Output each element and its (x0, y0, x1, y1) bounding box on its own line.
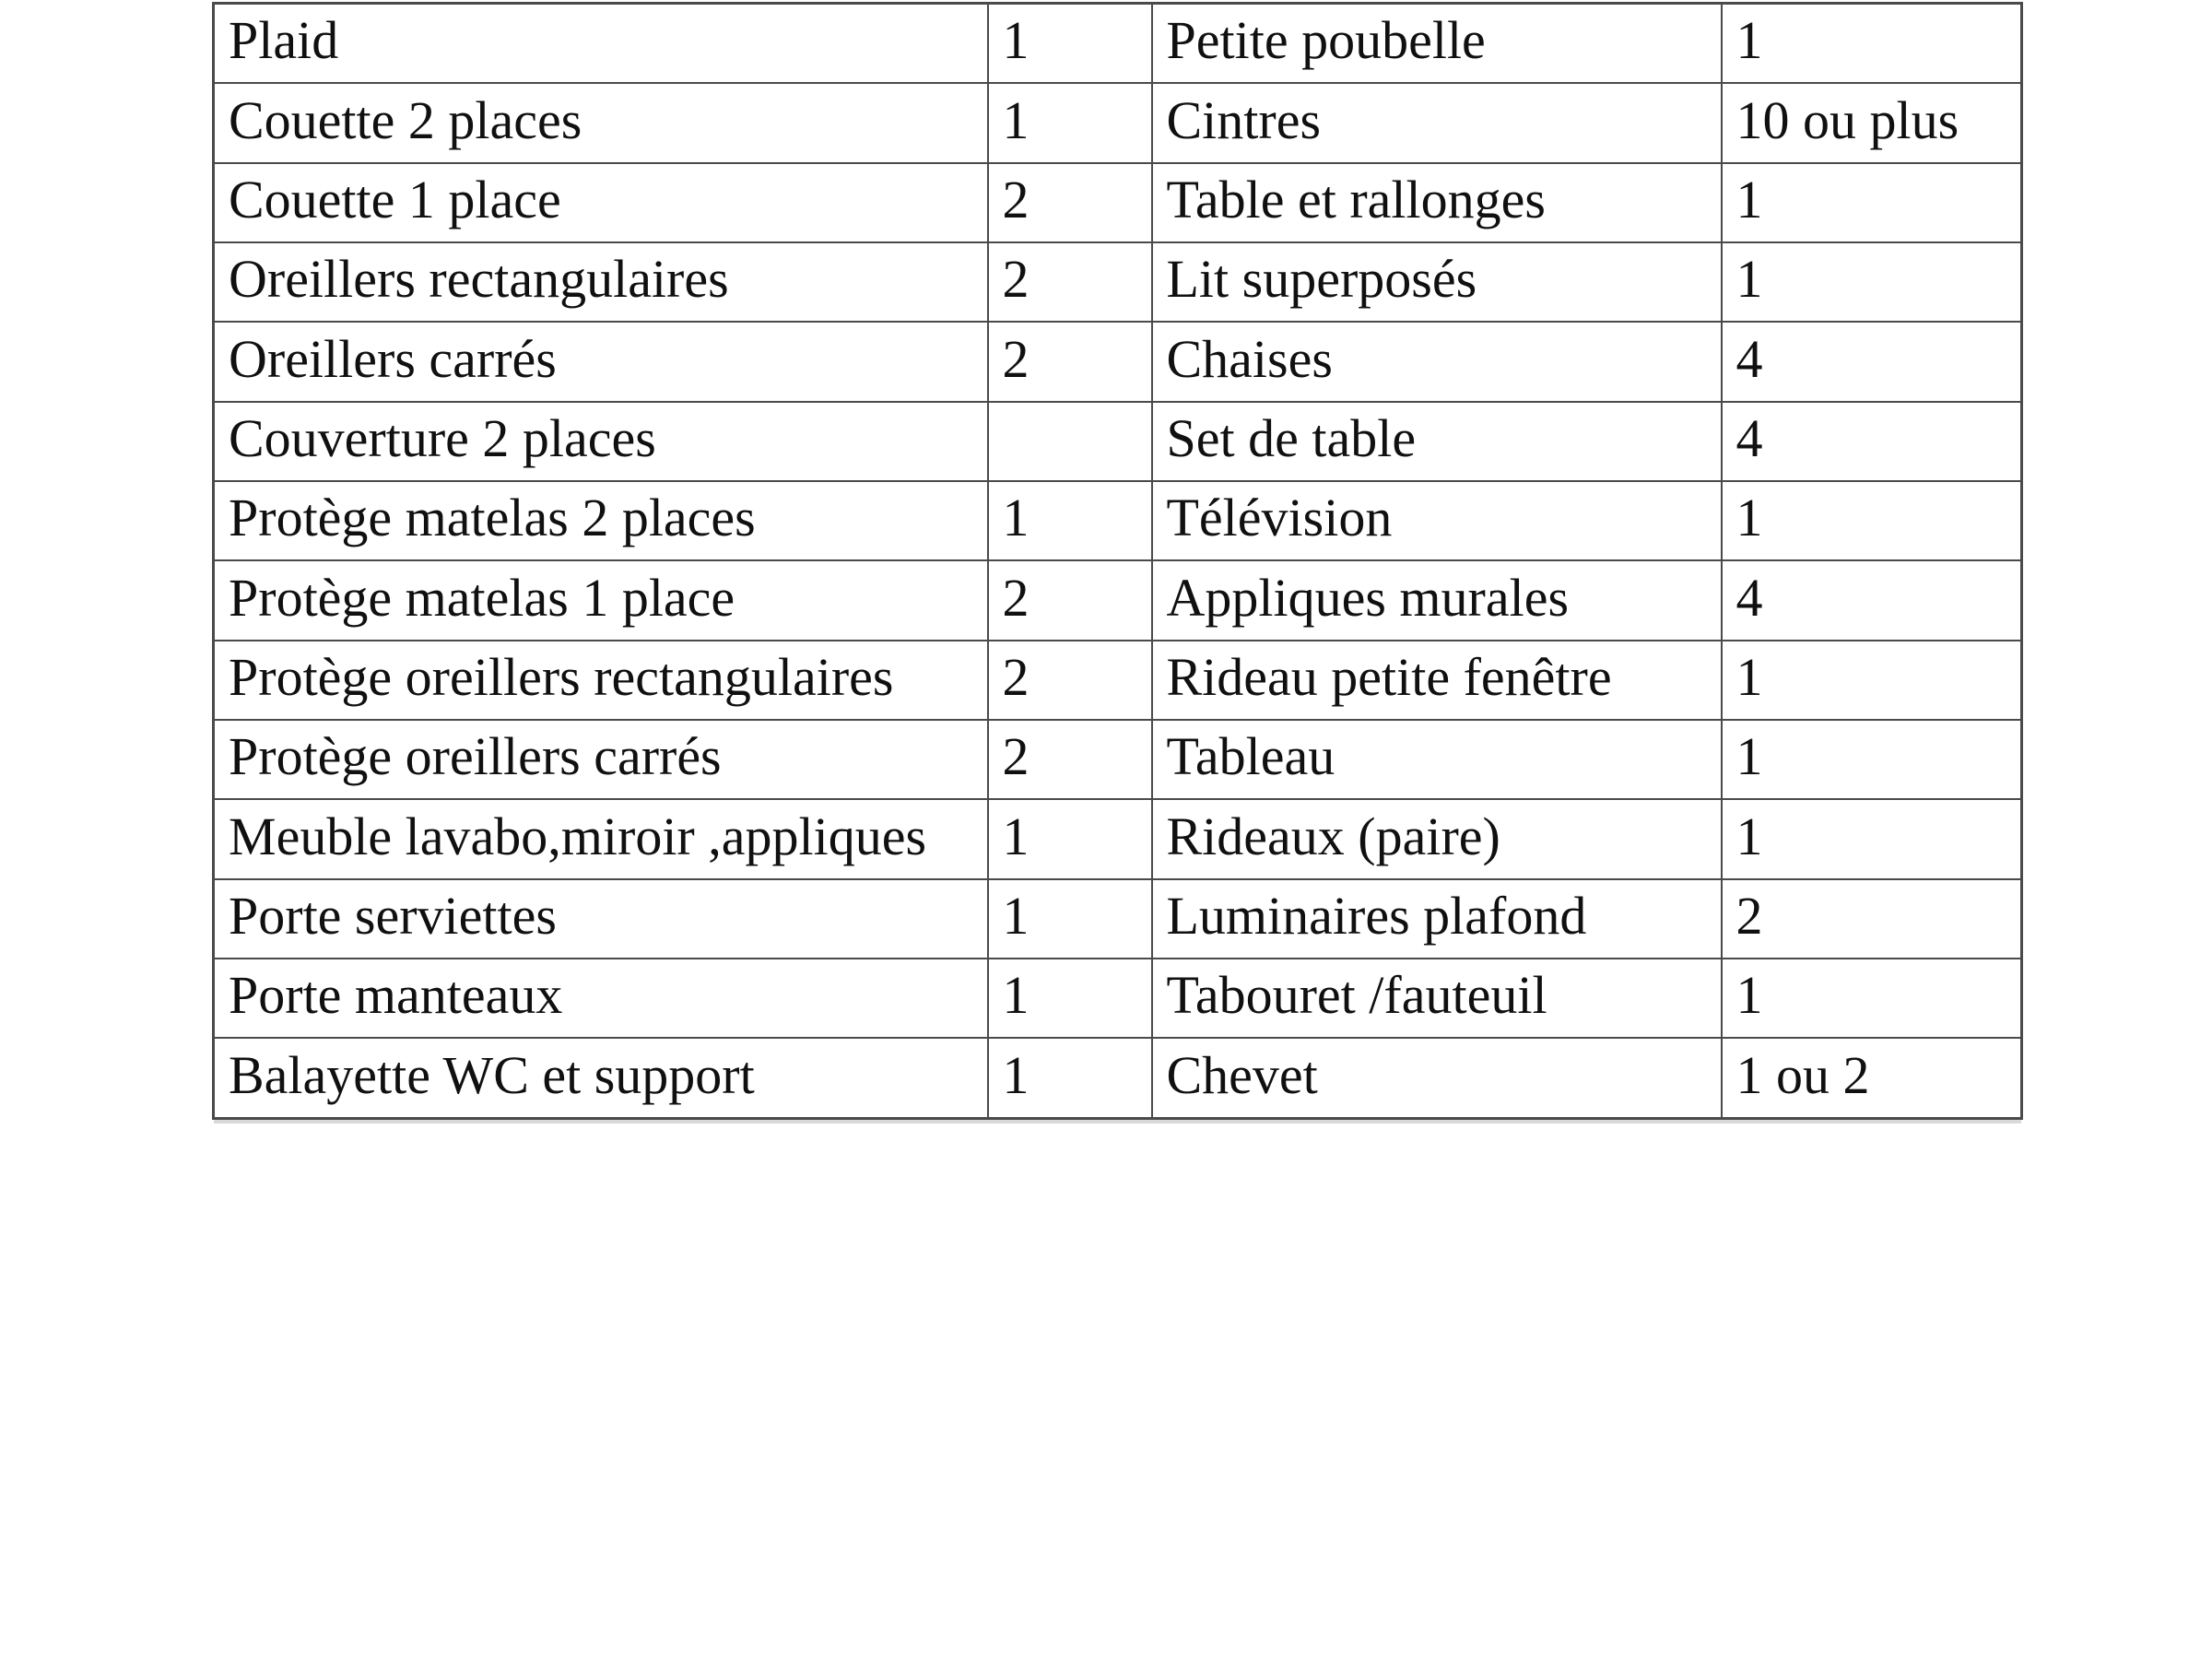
qty-cell-right: 4 (1722, 402, 2022, 481)
qty-cell-left: 2 (988, 242, 1152, 322)
inventory-table (212, 2, 2023, 1120)
qty-cell-left: 1 (988, 959, 1152, 1038)
inventory-table-body (214, 4, 2022, 1119)
item-cell-right: Petite poubelle (1152, 4, 1722, 84)
item-cell-right: Télévision (1152, 481, 1722, 560)
qty-cell-left (988, 402, 1152, 481)
item-cell-right: Table et rallonges (1152, 163, 1722, 242)
item-cell-left: Couette 1 place (214, 163, 988, 242)
qty-cell-right: 1 (1722, 720, 2022, 799)
item-cell-left: Oreillers carrés (214, 322, 988, 401)
item-cell-left: Protège oreillers rectangulaires (214, 641, 988, 720)
qty-cell-right: 1 (1722, 481, 2022, 560)
item-cell-left: Protège matelas 1 place (214, 560, 988, 640)
qty-cell-left: 1 (988, 1038, 1152, 1118)
qty-cell-right: 1 (1722, 242, 2022, 322)
qty-cell-left: 2 (988, 163, 1152, 242)
item-cell-left: Porte manteaux (214, 959, 988, 1038)
item-cell-right: Rideaux (paire) (1152, 799, 1722, 878)
table-row (214, 481, 2022, 560)
table-row (214, 242, 2022, 322)
table-row (214, 799, 2022, 878)
table-row (214, 4, 2022, 84)
item-cell-left: Balayette WC et support (214, 1038, 988, 1118)
item-cell-left: Porte serviettes (214, 879, 988, 959)
table-row (214, 879, 2022, 959)
item-cell-left: Protège oreillers carrés (214, 720, 988, 799)
qty-cell-left: 2 (988, 720, 1152, 799)
table-row (214, 402, 2022, 481)
table-row (214, 959, 2022, 1038)
item-cell-left: Protège matelas 2 places (214, 481, 988, 560)
qty-cell-right: 1 ou 2 (1722, 1038, 2022, 1118)
table-row (214, 83, 2022, 162)
table-row (214, 720, 2022, 799)
item-cell-left: Couverture 2 places (214, 402, 988, 481)
table-row (214, 163, 2022, 242)
qty-cell-right: 1 (1722, 4, 2022, 84)
qty-cell-left: 1 (988, 83, 1152, 162)
item-cell-left: Oreillers rectangulaires (214, 242, 988, 322)
table-row (214, 560, 2022, 640)
qty-cell-left: 1 (988, 481, 1152, 560)
qty-cell-left: 2 (988, 322, 1152, 401)
qty-cell-right: 10 ou plus (1722, 83, 2022, 162)
item-cell-left: Plaid (214, 4, 988, 84)
qty-cell-right: 1 (1722, 641, 2022, 720)
item-cell-right: Tableau (1152, 720, 1722, 799)
qty-cell-right: 4 (1722, 560, 2022, 640)
item-cell-right: Luminaires plafond (1152, 879, 1722, 959)
item-cell-right: Set de table (1152, 402, 1722, 481)
table-row (214, 641, 2022, 720)
item-cell-right: Chaises (1152, 322, 1722, 401)
qty-cell-right: 1 (1722, 799, 2022, 878)
item-cell-right: Rideau petite fenêtre (1152, 641, 1722, 720)
item-cell-left: Meuble lavabo,miroir ,appliques (214, 799, 988, 878)
item-cell-right: Lit superposés (1152, 242, 1722, 322)
table-row (214, 1038, 2022, 1118)
qty-cell-left: 1 (988, 799, 1152, 878)
item-cell-right: Cintres (1152, 83, 1722, 162)
qty-cell-left: 2 (988, 641, 1152, 720)
qty-cell-right: 1 (1722, 163, 2022, 242)
table-row (214, 322, 2022, 401)
item-cell-right: Chevet (1152, 1038, 1722, 1118)
qty-cell-left: 1 (988, 4, 1152, 84)
qty-cell-right: 1 (1722, 959, 2022, 1038)
qty-cell-right: 4 (1722, 322, 2022, 401)
item-cell-right: Tabouret /fauteuil (1152, 959, 1722, 1038)
qty-cell-left: 2 (988, 560, 1152, 640)
qty-cell-left: 1 (988, 879, 1152, 959)
qty-cell-right: 2 (1722, 879, 2022, 959)
item-cell-left: Couette 2 places (214, 83, 988, 162)
item-cell-right: Appliques murales (1152, 560, 1722, 640)
